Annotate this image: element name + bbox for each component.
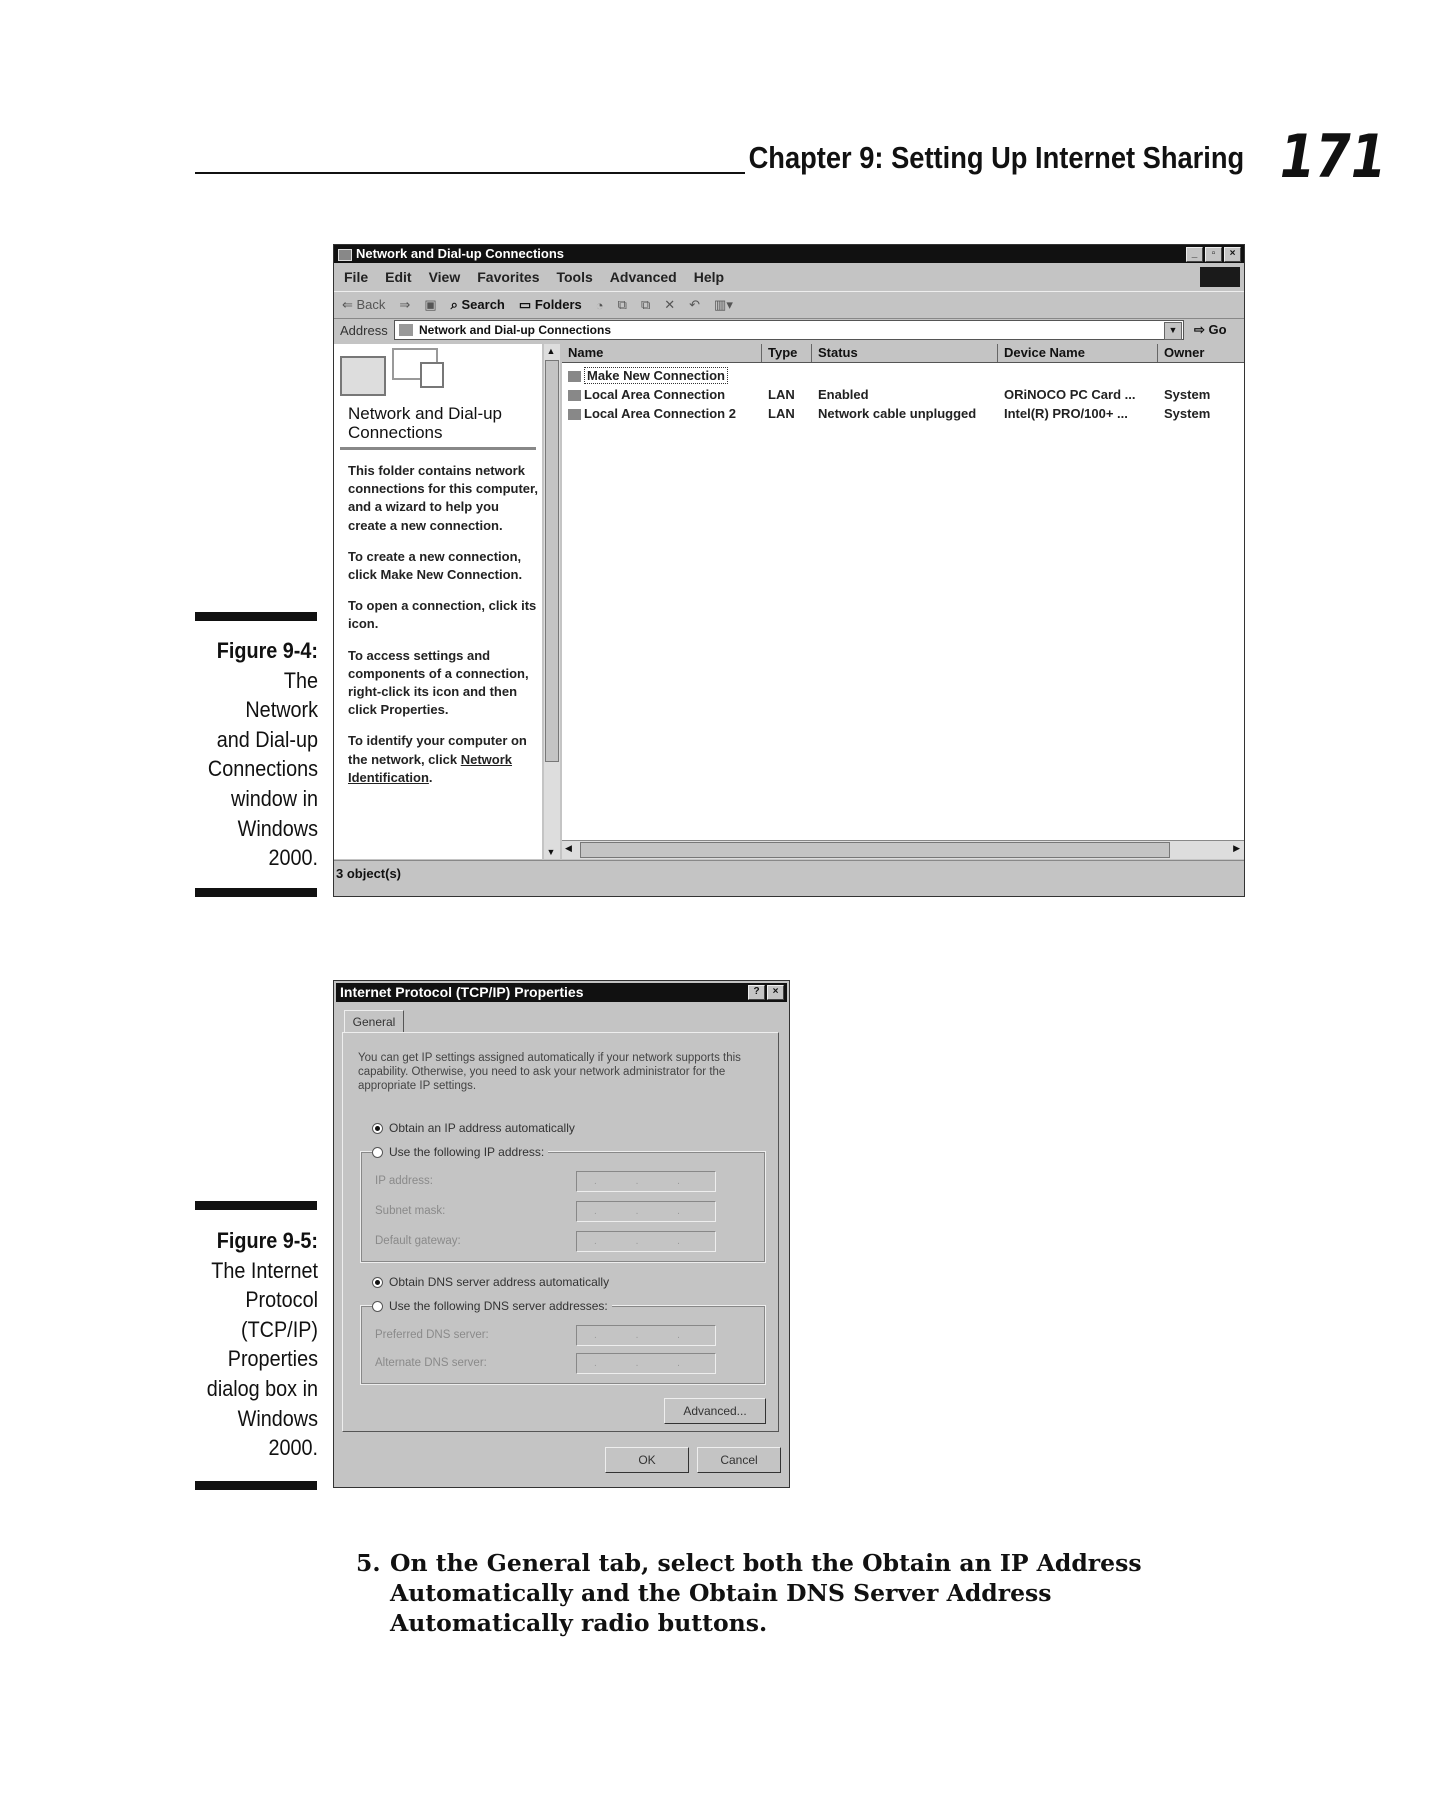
radio-label: Use the following DNS server addresses: — [389, 1299, 608, 1313]
caption-line: (TCP/IP) — [240, 1316, 318, 1342]
alternate-dns-input[interactable]: . . . — [576, 1353, 716, 1374]
row-name: Local Area Connection — [584, 387, 726, 402]
caption-line: and Dial-up — [216, 726, 318, 752]
menu-file[interactable]: File — [344, 269, 369, 285]
radio-unselected-icon — [372, 1301, 383, 1312]
close-button[interactable]: × — [767, 985, 784, 1000]
menu-tools[interactable]: Tools — [556, 269, 593, 285]
info-paragraph: This folder contains network connections for this computer, and a wizard to help you create a new connection. — [348, 463, 538, 533]
close-button[interactable]: × — [1224, 247, 1241, 262]
undo-icon[interactable]: ↶ — [689, 297, 701, 312]
menu-help[interactable]: Help — [693, 269, 725, 285]
subnet-mask-label: Subnet mask: — [375, 1205, 446, 1217]
preferred-dns-label: Preferred DNS server: — [375, 1329, 489, 1341]
network-folder-art-icon — [340, 348, 460, 398]
radio-label: Use the following IP address: — [389, 1145, 545, 1159]
menu-bar — [334, 264, 1244, 290]
lan-connection-icon — [568, 390, 581, 401]
ip-address-label: IP address: — [375, 1175, 433, 1187]
views-icon[interactable]: ▥▾ — [714, 297, 733, 312]
horizontal-scrollbar[interactable] — [562, 840, 1244, 859]
search-label: Search — [461, 297, 505, 312]
caption-line: dialog box in — [206, 1375, 318, 1401]
status-bar: 3 object(s) — [334, 860, 1244, 887]
toolbar — [334, 291, 1244, 319]
title-bar[interactable] — [334, 245, 1244, 263]
info-pane-divider — [340, 447, 536, 450]
caption-rule-bottom — [195, 1481, 317, 1490]
caption-line: The — [283, 667, 318, 693]
caption-label: Figure 9-5: — [216, 1228, 318, 1253]
caption-rule-top — [195, 612, 317, 621]
address-input[interactable] — [394, 320, 1184, 340]
advanced-button[interactable]: Advanced... — [664, 1398, 766, 1424]
search-button[interactable] — [451, 297, 505, 313]
instruction-step — [356, 1548, 1236, 1638]
tab-general[interactable]: General — [344, 1010, 404, 1033]
caption-line: Protocol — [245, 1287, 318, 1313]
menu-view[interactable]: View — [428, 269, 461, 285]
row-owner: System — [1164, 406, 1211, 421]
move-to-icon[interactable]: ⧉ — [617, 297, 627, 312]
list-row[interactable] — [562, 404, 1244, 423]
radio-selected-icon — [372, 1277, 383, 1288]
scroll-down-icon[interactable]: ▼ — [546, 847, 556, 857]
go-arrow-icon: ⇨ — [1194, 322, 1205, 337]
folder-icon — [338, 249, 352, 261]
cancel-button[interactable]: Cancel — [697, 1447, 781, 1473]
row-type: LAN — [768, 406, 795, 421]
address-label: Address — [340, 322, 388, 338]
caption-line: 2000. — [268, 1435, 318, 1461]
info-pane-text — [348, 462, 538, 800]
list-row[interactable] — [562, 366, 1244, 385]
window-title: Network and Dial-up Connections — [356, 246, 565, 261]
intro-text: You can get IP settings assigned automatically if your network supports this capability. Otherwise, you need to ask your network administrator for the appropriate IP settings. — [358, 1052, 741, 1092]
caption-rule-bottom — [195, 888, 317, 897]
info-paragraph: To open a connection, click its icon. — [348, 598, 537, 632]
scroll-right-icon[interactable]: ▶ — [1233, 843, 1240, 853]
caption-line: Connections — [207, 756, 318, 782]
scroll-up-icon[interactable]: ▲ — [546, 346, 556, 356]
ip-address-input[interactable]: . . . — [576, 1171, 716, 1192]
menu-favorites[interactable]: Favorites — [477, 269, 540, 285]
default-gateway-input[interactable]: . . . — [576, 1231, 716, 1252]
minimize-button[interactable]: _ — [1186, 247, 1203, 262]
column-status[interactable]: Status — [812, 344, 998, 362]
obtain-dns-radio[interactable] — [372, 1275, 609, 1289]
tcpip-properties-dialog — [333, 980, 790, 1488]
menu-edit[interactable]: Edit — [385, 269, 412, 285]
network-connections-window — [333, 244, 1245, 897]
caption-line: The Internet — [211, 1257, 318, 1283]
info-pane-scrollbar[interactable] — [544, 344, 560, 859]
dialog-title: Internet Protocol (TCP/IP) Properties — [340, 984, 584, 1000]
obtain-ip-radio[interactable] — [372, 1121, 575, 1135]
forward-button[interactable]: ⇒ — [399, 297, 411, 312]
go-button[interactable] — [1194, 322, 1227, 338]
figure-9-4-caption — [185, 636, 318, 873]
preferred-dns-input[interactable]: . . . — [576, 1325, 716, 1346]
figure-9-5-caption — [185, 1226, 318, 1463]
folders-icon: ▭ — [518, 297, 532, 312]
info-paragraph-last: To identify your computer on the network, click Network Identification. — [348, 733, 527, 785]
column-device-name[interactable]: Device Name — [998, 344, 1158, 362]
header-rule — [195, 172, 745, 174]
radio-label: Obtain an IP address automatically — [389, 1121, 575, 1135]
back-button[interactable]: ⇐ Back — [342, 297, 386, 312]
row-type: LAN — [768, 387, 795, 402]
info-paragraph: To create a new connection, click Make New Connection. — [348, 548, 523, 583]
search-icon: ⌕ — [450, 297, 458, 312]
help-button[interactable]: ? — [748, 985, 765, 1000]
row-status: Enabled — [818, 387, 869, 402]
info-last-text: To identify your computer on the network, click — [348, 733, 527, 767]
caption-line: Windows — [237, 815, 318, 841]
caption-line: 2000. — [268, 845, 318, 871]
page-number: 171 — [1279, 122, 1386, 192]
row-status: Network cable unplugged — [818, 406, 977, 421]
step-number: 5. — [356, 1549, 381, 1577]
caption-line: window in — [231, 785, 318, 811]
list-header — [562, 344, 1244, 363]
info-pane — [334, 344, 542, 859]
caption-rule-top — [195, 1201, 317, 1210]
step-text: On the General tab, select both the Obtain an IP Address Automatically and the Obtain DNS Server Address Automatically radio buttons. — [390, 1549, 1142, 1637]
info-paragraph: To access settings and components of a connection, right-click its icon and then click Properties. — [348, 647, 529, 718]
windows-logo-icon — [1200, 267, 1240, 287]
subnet-mask-input[interactable]: . . . — [576, 1201, 716, 1222]
row-name: Local Area Connection 2 — [584, 406, 736, 421]
radio-label: Obtain DNS server address automatically — [389, 1275, 610, 1289]
use-ip-radio[interactable] — [372, 1145, 548, 1159]
hscroll-thumb[interactable] — [580, 842, 1170, 858]
scroll-left-icon[interactable]: ◀ — [565, 843, 572, 853]
row-name: Make New Connection — [584, 367, 728, 384]
radio-unselected-icon — [372, 1147, 383, 1158]
delete-icon[interactable]: ✕ — [664, 297, 676, 312]
address-dropdown[interactable]: ▼ — [1164, 322, 1182, 340]
folders-label: Folders — [534, 297, 582, 312]
copy-to-icon[interactable]: ⧉ — [640, 297, 651, 312]
folders-button[interactable] — [519, 297, 582, 313]
row-device: Intel(R) PRO/100+ ... — [1004, 406, 1128, 421]
caption-line: Windows — [237, 1405, 318, 1431]
info-pane-title: Network and Dial-up Connections — [348, 404, 503, 442]
caption-line: Properties — [227, 1346, 318, 1372]
up-folder-icon[interactable]: ▣ — [424, 297, 437, 312]
address-bar — [334, 318, 1244, 342]
default-gateway-label: Default gateway: — [375, 1235, 461, 1247]
dialog-title-bar[interactable] — [336, 983, 787, 1002]
history-icon[interactable]: ◔ — [595, 297, 604, 313]
caption-line: Network — [245, 697, 318, 723]
column-name[interactable]: Name — [562, 344, 762, 362]
list-row[interactable] — [562, 385, 1244, 404]
network-folder-icon — [399, 324, 413, 336]
use-dns-radio[interactable] — [372, 1299, 612, 1313]
caption-label: Figure 9-4: — [216, 638, 318, 663]
ok-button[interactable]: OK — [605, 1447, 689, 1473]
row-device: ORiNOCO PC Card ... — [1004, 387, 1136, 402]
column-type[interactable]: Type — [762, 344, 812, 362]
connections-list — [562, 344, 1244, 859]
chapter-title: Chapter 9: Setting Up Internet Sharing — [748, 140, 1244, 175]
menu-advanced[interactable]: Advanced — [609, 269, 677, 285]
scroll-thumb[interactable] — [545, 360, 559, 762]
alternate-dns-label: Alternate DNS server: — [375, 1357, 487, 1369]
lan-connection-icon — [568, 409, 581, 420]
radio-selected-icon — [372, 1123, 383, 1134]
maximize-button[interactable]: ▫ — [1205, 247, 1222, 262]
address-value: Network and Dial-up Connections — [419, 323, 612, 337]
network-identification-link[interactable]: Network Identification — [348, 751, 513, 785]
make-connection-icon — [568, 371, 581, 382]
row-owner: System — [1164, 387, 1211, 402]
column-owner[interactable]: Owner — [1164, 345, 1205, 360]
go-label: Go — [1208, 322, 1227, 337]
